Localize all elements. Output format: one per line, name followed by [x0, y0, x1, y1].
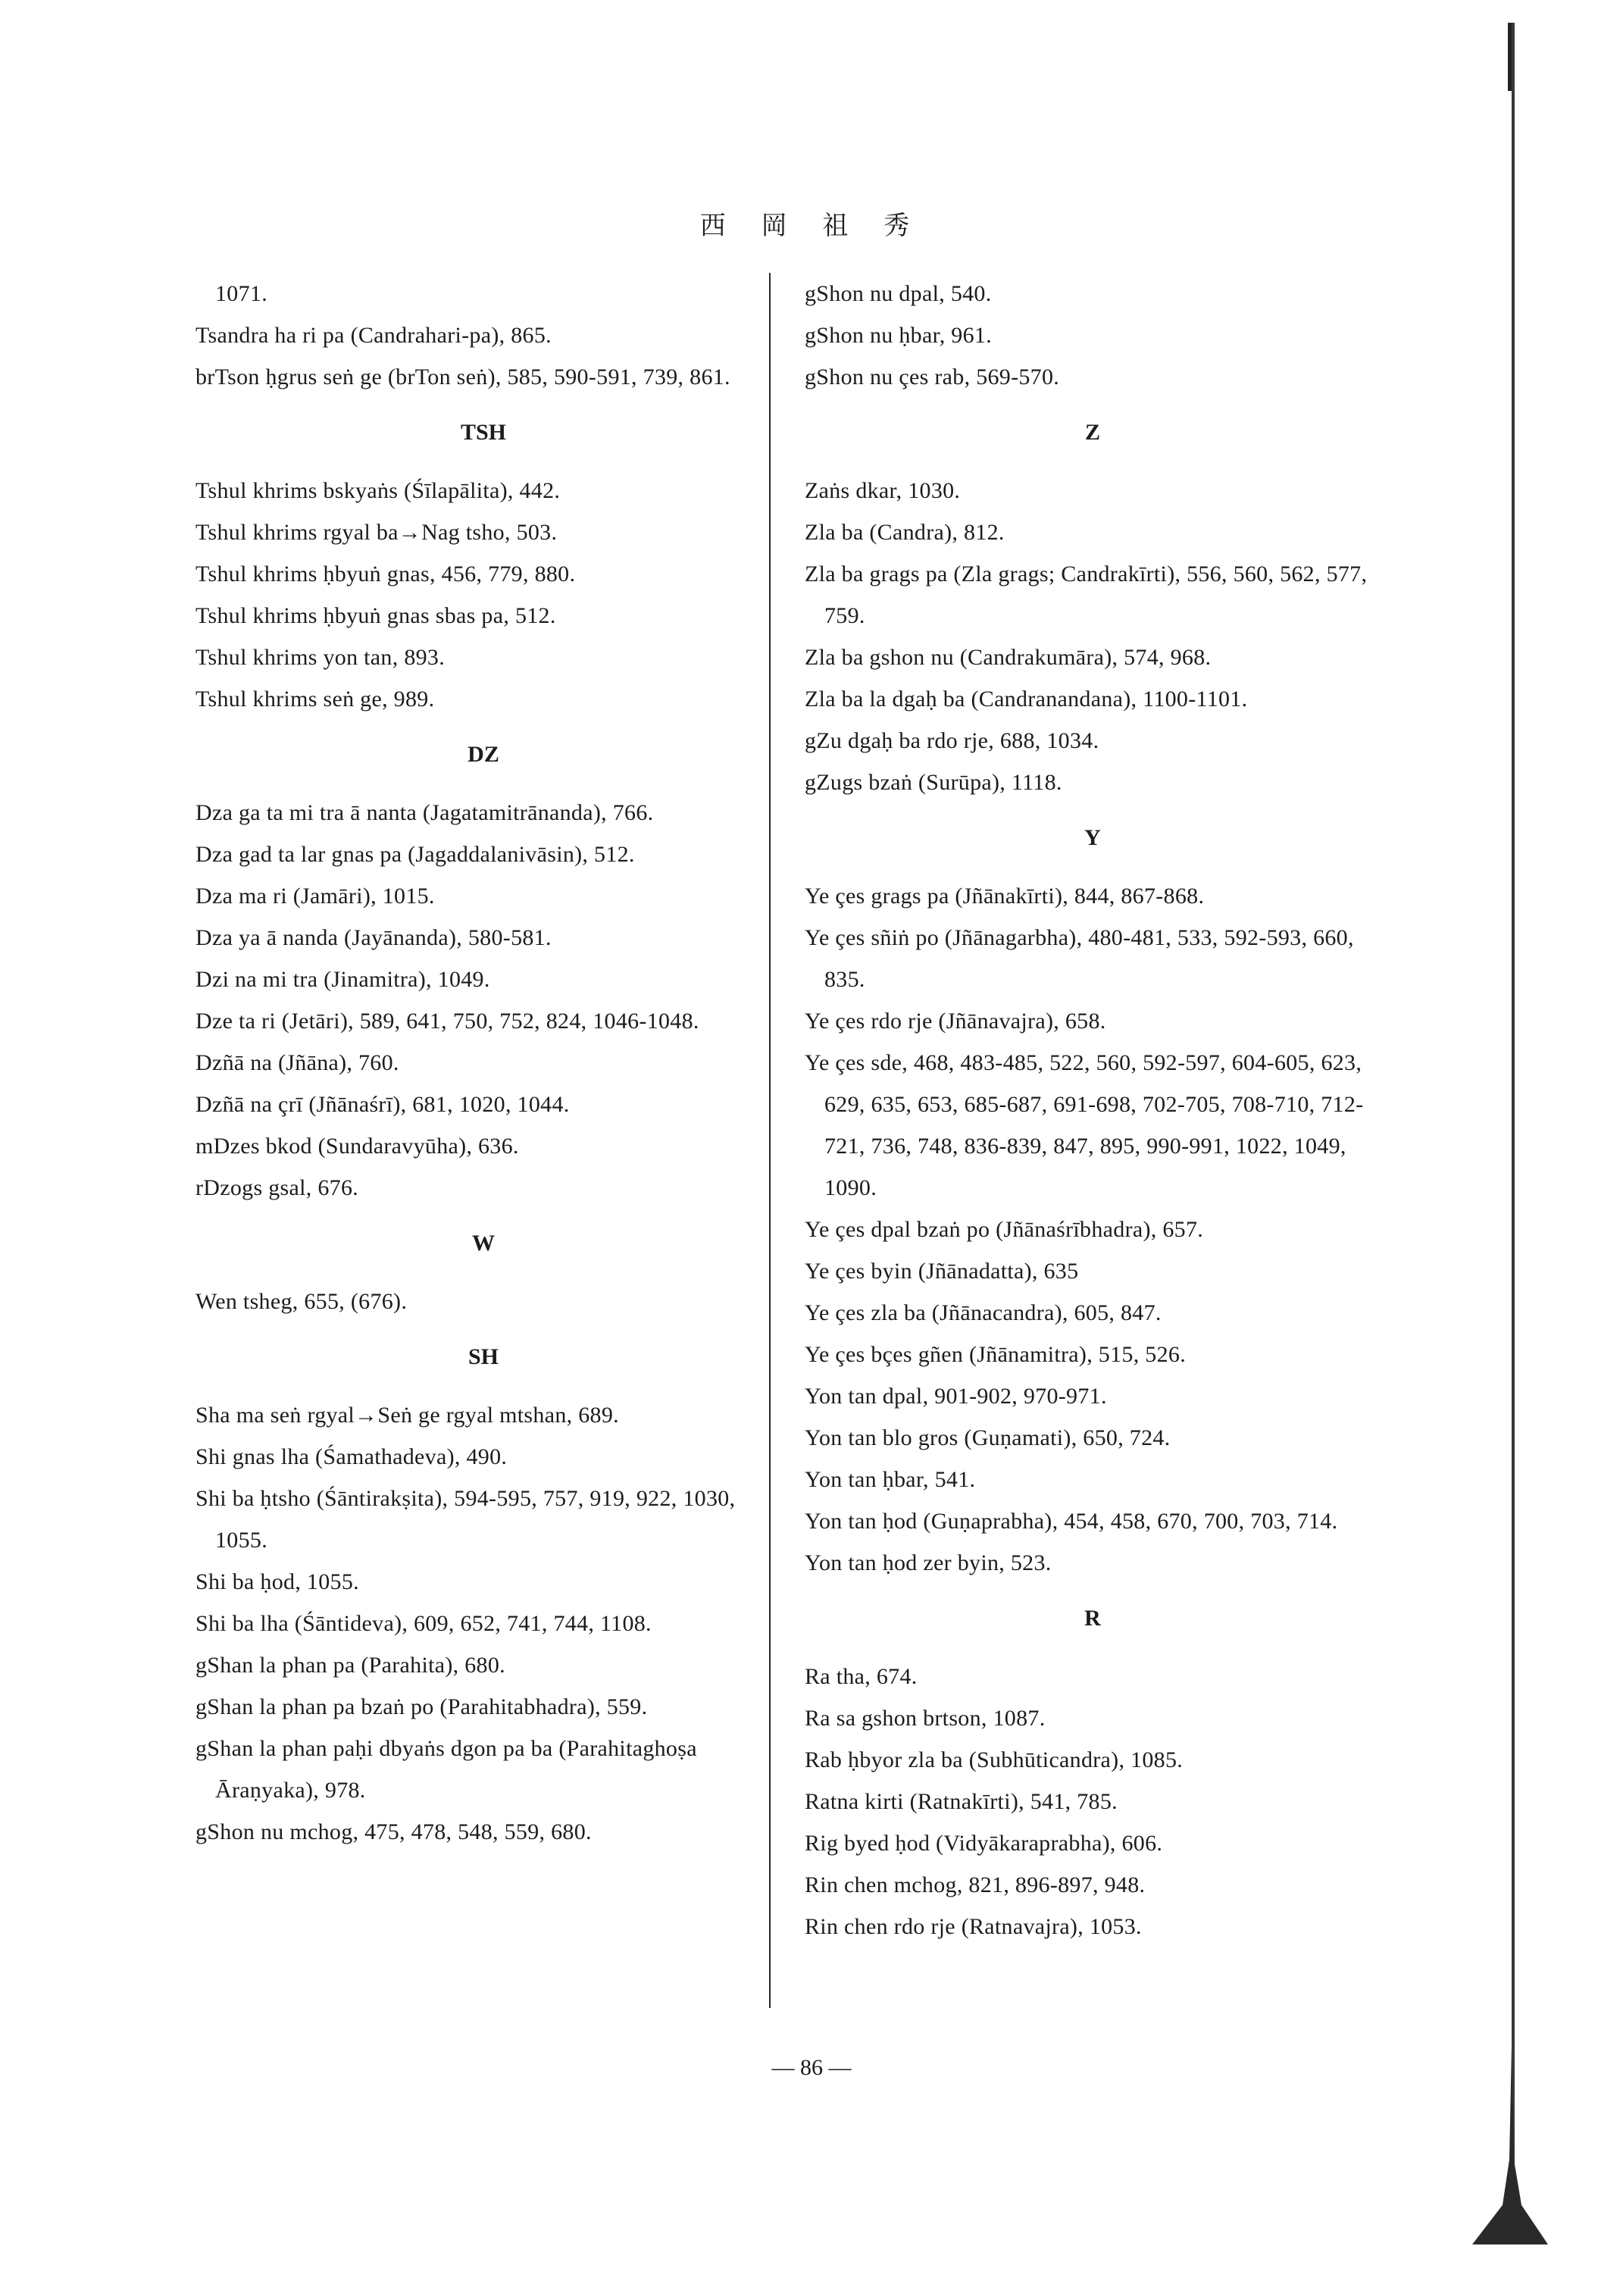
- section-heading: DZ: [468, 742, 499, 767]
- index-entry: Tshul khrims bskyaṅs (Śīlapālita), 442.: [195, 478, 561, 503]
- section-heading: TSH: [460, 420, 507, 445]
- index-entry: Rin chen rdo rje (Ratnavajra), 1053.: [805, 1914, 1142, 1939]
- index-entry: Dza gad ta lar gnas pa (Jagaddalanivāsin), 512.: [195, 842, 635, 867]
- index-entry: 1071.: [215, 281, 267, 306]
- index-entry: Ra tha, 674.: [805, 1664, 918, 1689]
- index-entry: Ye çes grags pa (Jñānakīrti), 844, 867-868.: [805, 884, 1205, 909]
- section-heading: R: [1084, 1606, 1101, 1631]
- index-entry: Tshul khrims rgyal ba→Nag tsho, 503.: [195, 520, 558, 545]
- index-entry: Rig byed ḥod (Vidyākaraprabha), 606.: [805, 1831, 1163, 1856]
- binding-edge: [1512, 23, 1515, 2243]
- index-entry: Ratna kirti (Ratnakīrti), 541, 785.: [805, 1789, 1118, 1814]
- index-entry: Dza ga ta mi tra ā nanta (Jagatamitrānanda), 766.: [195, 800, 654, 825]
- index-entry: Ye çes bçes gñen (Jñānamitra), 515, 526.: [805, 1342, 1187, 1367]
- index-entry: gShon nu ḥbar, 961.: [805, 323, 992, 348]
- index-entry: gZugs bzaṅ (Surūpa), 1118.: [805, 770, 1062, 795]
- index-entry: Ye çes sñiṅ po (Jñānagarbha), 480-481, 533, 592-593, 660, 835.: [805, 925, 1354, 992]
- index-entry: Dze ta ri (Jetāri), 589, 641, 750, 752, 824, 1046-1048.: [195, 1009, 699, 1034]
- index-entry: Shi ba ḥtsho (Śāntirakṣita), 594-595, 757, 919, 922, 1030, 1055.: [195, 1486, 736, 1553]
- index-entry: Rab ḥbyor zla ba (Subhūticandra), 1085.: [805, 1747, 1184, 1772]
- index-column-right: [805, 273, 1381, 1947]
- index-entry: Shi gnas lha (Śamathadeva), 490.: [195, 1444, 508, 1469]
- index-entry: gShan la phan pa bzaṅ po (Parahitabhadra), 559.: [195, 1694, 648, 1719]
- index-entry: Ye çes byin (Jñānadatta), 635: [805, 1259, 1079, 1284]
- index-entry: Zla ba gshon nu (Candrakumāra), 574, 968.: [805, 645, 1212, 670]
- page-number: — 86 —: [771, 2055, 852, 2080]
- index-entry: Zla ba la dgaḥ ba (Candranandana), 1100-1101.: [805, 687, 1248, 712]
- index-entry: Dza ma ri (Jamāri), 1015.: [195, 884, 435, 909]
- index-entry: gShan la phan paḥi dbyaṅs dgon pa ba (Parahitaghoṣa Āraṇyaka), 978.: [195, 1736, 697, 1803]
- section-heading: W: [472, 1231, 495, 1256]
- index-entry: gShon nu çes rab, 569-570.: [805, 364, 1060, 389]
- index-column-left: [195, 273, 771, 1853]
- index-entry: Yon tan blo gros (Guṇamati), 650, 724.: [805, 1425, 1171, 1450]
- index-entry: Ye çes zla ba (Jñānacandra), 605, 847.: [805, 1300, 1162, 1325]
- index-entry: gZu dgaḥ ba rdo rje, 688, 1034.: [805, 728, 1099, 753]
- index-entry: Wen tsheg, 655, (676).: [195, 1289, 408, 1314]
- index-entry: Yon tan dpal, 901-902, 970-971.: [805, 1384, 1107, 1409]
- index-entry: rDzogs gsal, 676.: [195, 1175, 359, 1200]
- index-entry: Tshul khrims ḥbyuṅ gnas, 456, 779, 880.: [195, 561, 576, 587]
- column-divider: [769, 273, 771, 2008]
- index-entry: Dzñā na (Jñāna), 760.: [195, 1050, 399, 1075]
- section-heading: Z: [1084, 420, 1100, 445]
- index-entry: Zaṅs dkar, 1030.: [805, 478, 961, 503]
- section-heading: SH: [468, 1344, 499, 1369]
- index-entry: Ye çes dpal bzaṅ po (Jñānaśrībhadra), 657.: [805, 1217, 1204, 1242]
- index-entry: Tsandra ha ri pa (Candrahari-pa), 865.: [195, 323, 552, 348]
- index-entry: Tshul khrims yon tan, 893.: [195, 645, 446, 670]
- index-entry: Dzñā na çrī (Jñānaśrī), 681, 1020, 1044.: [195, 1092, 570, 1117]
- index-entry: mDzes bkod (Sundaravyūha), 636.: [195, 1134, 519, 1159]
- index-entry: Zla ba (Candra), 812.: [805, 520, 1005, 545]
- index-entry: Yon tan ḥbar, 541.: [805, 1467, 976, 1492]
- page-header-title: 西 岡 祖 秀: [699, 211, 924, 241]
- index-entry: Rin chen mchog, 821, 896-897, 948.: [805, 1872, 1146, 1897]
- index-entry: Shi ba lha (Śāntideva), 609, 652, 741, 744, 1108.: [195, 1611, 652, 1636]
- index-entry: Ra sa gshon brtson, 1087.: [805, 1706, 1046, 1731]
- index-entry: Tshul khrims seṅ ge, 989.: [195, 687, 435, 712]
- index-entry: Dza ya ā nanda (Jayānanda), 580-581.: [195, 925, 552, 950]
- binding-edge-foot: [1468, 2046, 1552, 2251]
- index-entry: brTson ḥgrus seṅ ge (brTon seṅ), 585, 590-591, 739, 861.: [195, 364, 730, 389]
- index-entry: gShon nu dpal, 540.: [805, 281, 992, 306]
- index-entry: Shi ba ḥod, 1055.: [195, 1569, 359, 1594]
- section-heading: Y: [1084, 825, 1101, 850]
- index-entry: Zla ba grags pa (Zla grags; Candrakīrti), 556, 560, 562, 577, 759.: [805, 561, 1368, 628]
- index-entry: Sha ma seṅ rgyal→Seṅ ge rgyal mtshan, 689.: [195, 1403, 619, 1428]
- index-entry: Dzi na mi tra (Jinamitra), 1049.: [195, 967, 490, 992]
- index-entry: Ye çes sde, 468, 483-485, 522, 560, 592-597, 604-605, 623, 629, 635, 653, 685-687, 691-698, 702-705, 708-710, 712-721, 736, 748, 836-839, 847, 895, 990-991, 1022, 1049, 1090.: [805, 1050, 1364, 1200]
- index-entry: Tshul khrims ḥbyuṅ gnas sbas pa, 512.: [195, 603, 556, 628]
- index-entry: Ye çes rdo rje (Jñānavajra), 658.: [805, 1009, 1106, 1034]
- index-entry: Yon tan ḥod (Guṇaprabha), 454, 458, 670, 700, 703, 714.: [805, 1509, 1338, 1534]
- index-entry: Yon tan ḥod zer byin, 523.: [805, 1550, 1052, 1575]
- index-entry: gShan la phan pa (Parahita), 680.: [195, 1653, 505, 1678]
- index-entry: gShon nu mchog, 475, 478, 548, 559, 680.: [195, 1819, 592, 1844]
